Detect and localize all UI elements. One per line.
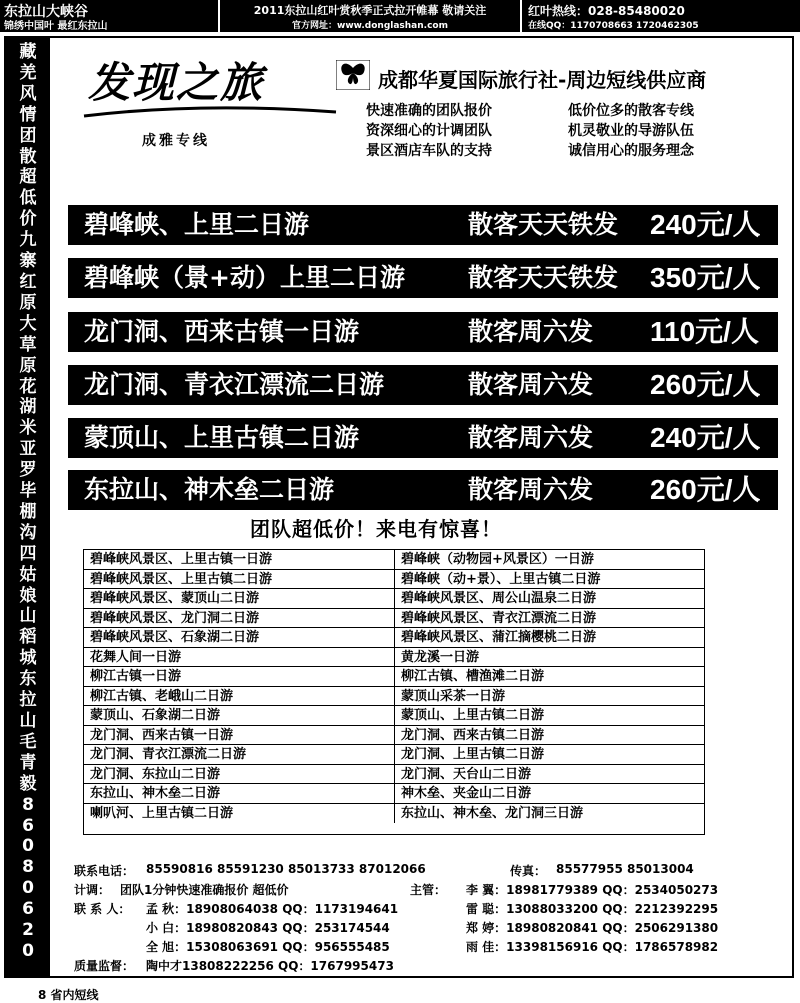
- route-item: 碧峰峡风景区、蒲江摘樱桃二日游: [395, 628, 705, 648]
- contact-person: 郑 婷：18980820841 QQ：2506291380: [466, 921, 719, 935]
- slogan: 资深细心的计调团队: [366, 123, 492, 139]
- route-item: 碧峰峡风景区、蒙顶山二日游: [84, 589, 394, 609]
- logo-title: 发现之旅: [88, 58, 265, 107]
- logo-subtitle: 成雅专线: [142, 133, 210, 149]
- route-item: 龙门洞、东拉山二日游: [84, 765, 394, 785]
- contact-person: 全 旭：15308063691 QQ：956555485: [146, 940, 390, 954]
- price-bar-route: 龙门洞、西来古镇一日游: [84, 317, 360, 346]
- price-bar: [68, 470, 778, 510]
- price-bar-route: 蒙顶山、上里古镇二日游: [84, 423, 360, 452]
- page-footer: 8 省内短线: [38, 988, 99, 1002]
- top-ad-strip: [0, 0, 800, 32]
- top-brand-block: [0, 0, 218, 32]
- price-bar-frequency: 散客天天铁发: [468, 210, 619, 239]
- contact-person: 雷 聪：13088033200 QQ：2212392295: [466, 902, 719, 916]
- route-item: 龙门洞、上里古镇二日游: [395, 745, 705, 765]
- top-qq: 在线QQ：1170708663 1720462305: [528, 21, 699, 31]
- route-item: 黄龙溪一日游: [395, 648, 705, 668]
- top-event: 2011东拉山红叶赏秋季正式拉开帷幕 敬请关注: [253, 4, 487, 17]
- company-name: 成都华夏国际旅行社-周边短线供应商: [378, 68, 707, 92]
- price-bar-price: 240元/人: [650, 209, 761, 240]
- price-bar-route: 碧峰峡、上里二日游: [84, 210, 310, 239]
- price-bar-route: 碧峰峡（景+动）上里二日游: [84, 263, 405, 292]
- top-brand: 东拉山大峡谷: [4, 4, 88, 20]
- top-hotline: 红叶热线：028-85480020: [528, 4, 685, 18]
- route-item: 东拉山、神木垒二日游: [84, 784, 394, 804]
- route-item: 碧峰峡风景区、青衣江漂流二日游: [395, 609, 705, 629]
- quality-label: 质量监督：: [74, 959, 135, 973]
- price-bar-frequency: 散客周六发: [468, 423, 594, 452]
- price-bar: [68, 205, 778, 245]
- price-bar-route: 东拉山、神木垒二日游: [84, 475, 335, 504]
- slogan: 诚信用心的服务理念: [568, 143, 694, 159]
- route-item: 龙门洞、西来古镇二日游: [395, 726, 705, 746]
- contact-person: 雨 佳：13398156916 QQ：1786578982: [466, 940, 719, 954]
- routes-table: [83, 549, 705, 835]
- butterfly-logo-icon: [336, 60, 370, 90]
- contact-person: 小 白：18980820843 QQ：253174544: [146, 921, 390, 935]
- top-brand-sub: 锦绣中国叶 最红东拉山: [4, 21, 108, 32]
- price-bar: [68, 258, 778, 298]
- fax-numbers: 85577955 85013004: [556, 862, 694, 876]
- price-bar-price: 240元/人: [650, 422, 761, 453]
- fax-label: 传真：: [510, 864, 547, 878]
- route-item: 碧峰峡风景区、石象湖二日游: [84, 628, 394, 648]
- route-item: 碧峰峡风景区、周公山温泉二日游: [395, 589, 705, 609]
- manager-label: 主管：: [410, 883, 447, 897]
- route-item: 柳江古镇、老峨山二日游: [84, 687, 394, 707]
- route-item: 碧峰峡（动物园+风景区）一日游: [395, 550, 705, 570]
- route-item: 碧峰峡风景区、上里古镇二日游: [84, 570, 394, 590]
- price-bar-frequency: 散客周六发: [468, 475, 594, 504]
- slogan: 低价位多的散客专线: [568, 103, 694, 119]
- slogan: 景区酒店车队的支持: [366, 143, 492, 159]
- route-item: 龙门洞、天台山二日游: [395, 765, 705, 785]
- route-item: 碧峰峡风景区、上里古镇一日游: [84, 550, 394, 570]
- route-item: 龙门洞、西来古镇一日游: [84, 726, 394, 746]
- price-bar-route: 龙门洞、青衣江漂流二日游: [84, 370, 385, 399]
- route-item: 碧峰峡（动+景）、上里古镇二日游: [395, 570, 705, 590]
- price-bar-price: 350元/人: [650, 262, 761, 293]
- route-item: 喇叭河、上里古镇二日游: [90, 805, 234, 821]
- side-banner: [6, 38, 50, 976]
- routes-column-left: [84, 550, 395, 823]
- manager-contact: 李 翼：18981779389 QQ：2534050273: [466, 883, 719, 897]
- price-bar-frequency: 散客天天铁发: [468, 263, 619, 292]
- route-item: 柳江古镇一日游: [84, 667, 394, 687]
- route-item: 蒙顶山、石象湖二日游: [84, 706, 394, 726]
- contact-person: 孟 秋：18908064038 QQ：1173194641: [146, 902, 399, 916]
- route-item: 蒙顶山采茶一日游: [395, 687, 705, 707]
- dispatch-label: 计调：: [74, 883, 111, 897]
- route-item: 神木垒、夹金山二日游: [395, 784, 705, 804]
- price-bar-frequency: 散客周六发: [468, 370, 594, 399]
- contacts-label: 联 系 人：: [74, 902, 131, 916]
- quality-contact: 陶中才13808222256 QQ：1767995473: [146, 959, 394, 973]
- logo-swoosh-graphic: [80, 100, 340, 124]
- route-item: 柳江古镇、槽渔滩二日游: [395, 667, 705, 687]
- routes-column-right: [395, 550, 705, 823]
- price-bar: [68, 418, 778, 458]
- route-item: 东拉山、神木垒、龙门洞三日游: [401, 805, 584, 821]
- slogan: 快速准确的团队报价: [366, 103, 492, 119]
- price-bar-price: 260元/人: [650, 369, 761, 400]
- route-item: 蒙顶山、上里古镇二日游: [395, 706, 705, 726]
- phone-label: 联系电话：: [74, 864, 135, 878]
- price-bar: [68, 365, 778, 405]
- route-item: 花舞人间一日游: [84, 648, 394, 668]
- slogan: 机灵敬业的导游队伍: [568, 123, 694, 139]
- price-bar-price: 110元/人: [650, 316, 759, 347]
- route-item: 碧峰峡风景区、龙门洞二日游: [84, 609, 394, 629]
- price-bar-frequency: 散客周六发: [468, 317, 594, 346]
- dispatch-text: 团队1分钟快速准确报价 超低价: [120, 883, 289, 897]
- route-item: 龙门洞、青衣江漂流二日游: [84, 745, 394, 765]
- price-bar: [68, 312, 778, 352]
- side-banner-text: 藏 羌 风 情 团 散 超 低 价 九 寨 红 原 大 草 原 花 湖 米 亚 罗 毕 棚 沟 四 姑 娘 山 稻 城 东 拉 山 毛 青 毅 8 6 0 8 0 6 2 0: [19, 42, 37, 961]
- top-event-block: [220, 0, 520, 32]
- top-website: 官方网址：www.donglashan.com: [292, 21, 448, 31]
- price-bar-price: 260元/人: [650, 474, 761, 505]
- top-hotline-block: [522, 0, 800, 32]
- promo-callout: 团队超低价！来电有惊喜！: [250, 517, 502, 541]
- phone-numbers: 85590816 85591230 85013733 87012066: [146, 862, 426, 876]
